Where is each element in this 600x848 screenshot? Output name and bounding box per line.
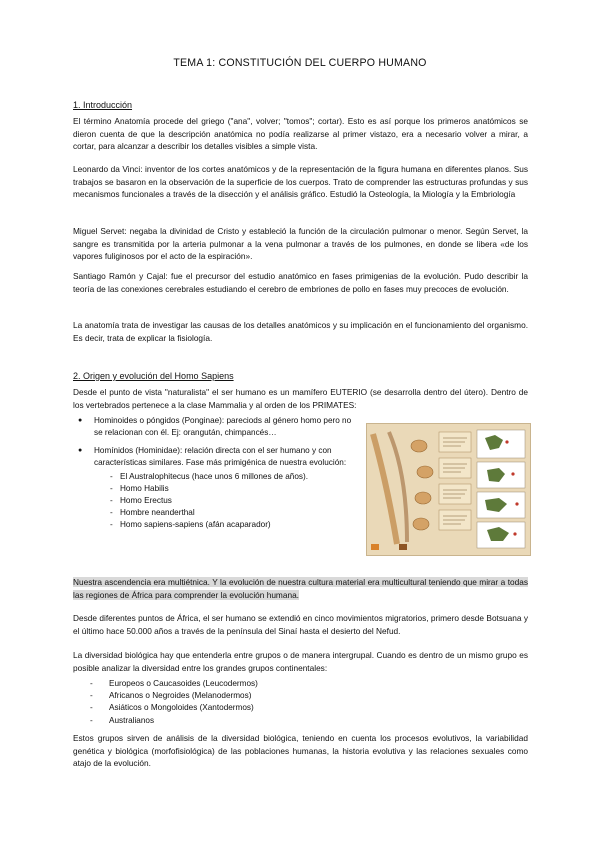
paragraph-migration: Desde diferentes puntos de África, el ser humano se extendió en cinco movimientos migratorios, primero desde Botsuana y el último hace 50.000 años a través de la península del Sinaí hasta el desierto del Nefud. [73,613,528,636]
species-item: - Hombre neanderthal [110,507,356,519]
paragraph-cajal: Santiago Ramón y Cajal: fue el precursor del estudio anatómico en fases primigenias de la evolución. Pudo describir la teoría de las conexiones cerebrales estudiando el cerebro de embriones de pollo en fases muy precoces de evolución. [73,271,528,294]
paragraph-da-vinci: Leonardo da Vinci: inventor de los cortes anatómicos y de la representación de la figura humana en diferentes planos. Sus trabajos se basaron en la observación de la superficie de los cuerpos. Trato de comprender las estructuras profundas y sus mecanismos funcionales a través de la disección y el análisis gráfico. Estudió la Osteología, la Miología y la Embriología [73,164,528,199]
highlighted-text: Nuestra ascendencia era multiétnica. Y la evolución de nuestra cultura material era multicultural teniendo que mirar a todas las regiones de África para comprender la evolución humana. [73,577,528,600]
group-item: - Asiáticos o Mongoloides (Xantodermos) [90,702,258,714]
group-item: - Australianos [90,715,258,727]
species-item: - Homo Habilis [110,483,356,495]
paragraph-anatomy-purpose: La anatomía trata de investigar las causas de los detalles anatómicos y su implicación en el funcionamiento del organismo. Es decir, trata de explicar la fisiología. [73,320,528,343]
page-title: TEMA 1: CONSTITUCIÓN DEL CUERPO HUMANO [173,57,427,69]
evolution-illustration [367,424,530,555]
primate-list [76,415,356,537]
evolution-migration-figure [366,423,531,556]
species-list [110,471,356,531]
section-1-heading: 1. Introducción [73,100,133,110]
list-item-hominoides: ● Hominoides o póngidos (Ponginae): pareciods al género homo pero no se relacionan con él. Ej: orangután, chimpancés… [76,415,356,439]
paragraph-naturalist: Desde el punto de vista "naturalista" el ser humano es un mamífero EUTERIO (se desarrolla dentro del útero). Dentro de los vertebrados pertenece a la clase Mammalia y al orden de los PRIMATES: [73,387,528,410]
group-item: - Africanos o Negroides (Melanodermos) [90,690,258,702]
hominidos-text: Homínidos (Hominidae): relación directa con el ser humano y con características similares. Fase más primigénica de nuestra evolución: [94,446,347,467]
paragraph-etymology: El término Anatomía procede del griego ("ana", volver; "tomos"; cortar). Esto es así porque los primeros anatómicos se dieron cuenta de que la descripción anatómica no podía realizarse al primer vistazo, era a necesario volver a mirar, a cortar, para alcanzar a describir los detalles visibles a simple vista. [73,116,528,151]
paragraph-servet: Miguel Servet: negaba la divinidad de Cristo y estableció la función de la circulación pulmonar o menor. Según Servet, la sangre es transmitida por la arteria pulmonar a la vena pulmonar a través de los pulmones, en donde se libera «de los vapores fuliginosos por el acto de la espiración». [73,226,528,261]
section-2-heading: 2. Origen y evolución del Homo Sapiens [73,371,234,381]
group-item: - Europeos o Caucasoides (Leucodermos) [90,678,258,690]
species-item: - El Australophitecus (hace unos 6 millones de años). [110,471,356,483]
species-item: - Homo Erectus [110,495,356,507]
continental-groups-list [90,678,258,727]
list-item-hominidos [76,445,356,531]
paragraph-highlight [73,576,528,601]
species-item: - Homo sapiens-sapiens (afán acaparador) [110,519,356,531]
paragraph-final: Estos grupos sirven de análisis de la diversidad biológica, teniendo en cuenta los procesos evolutivos, la variabilidad genética y biológica (morfofisiológica) de las poblaciones humanas, la historia evolutiva y las relaciones sexuales como atajo de la evolución. [73,733,528,768]
paragraph-diversity: La diversidad biológica hay que entenderla entre grupos o de manera intergrupal. Cuando es dentro de un mismo grupo es posible analizar la diversidad entre los grandes grupos continentales: [73,650,528,673]
